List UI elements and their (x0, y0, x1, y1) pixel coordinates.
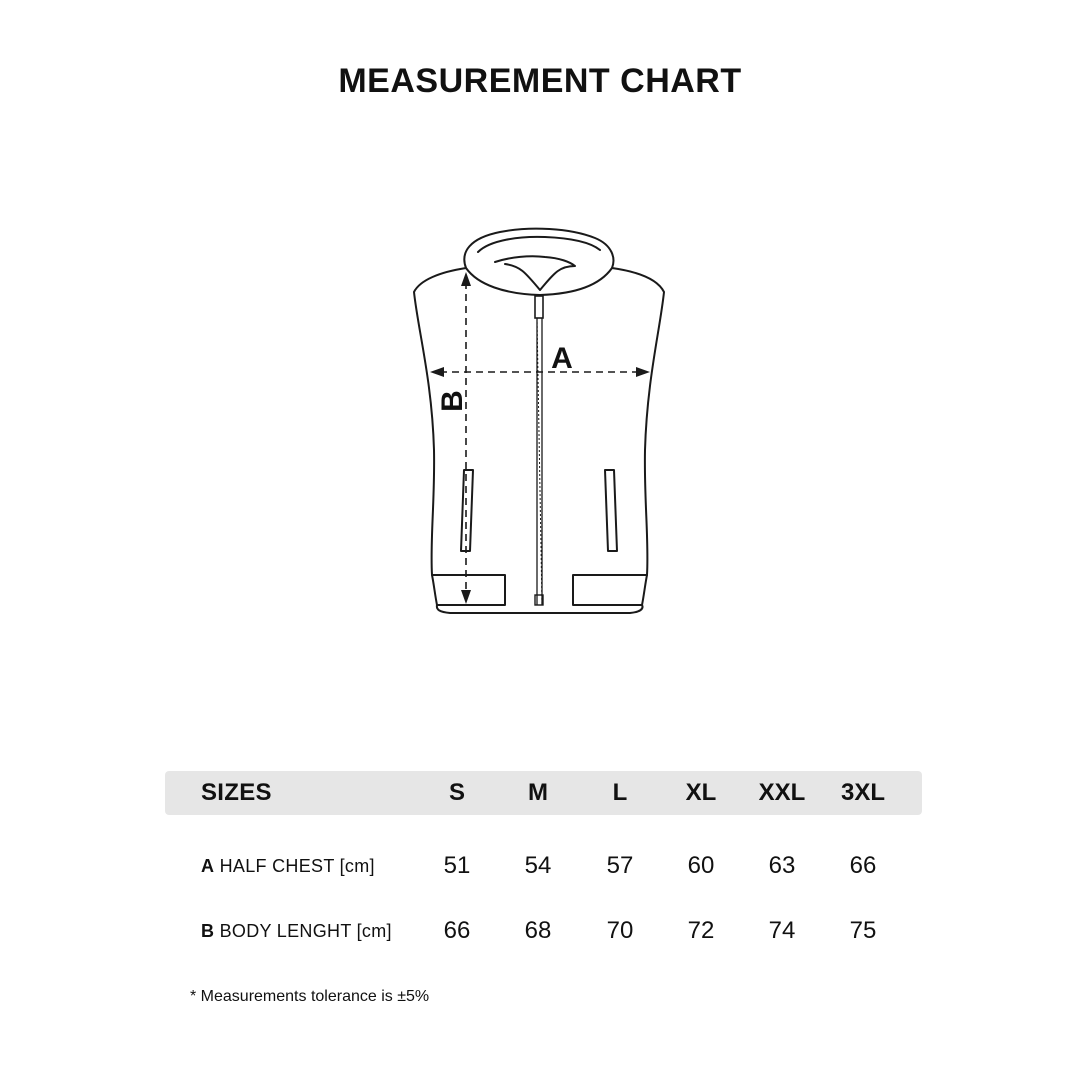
size-header: XXL (758, 779, 806, 806)
size-header: 3XL (840, 779, 885, 806)
pocket-right (605, 470, 617, 551)
hood-inner-rim (478, 237, 600, 252)
vest-illustration (400, 220, 680, 630)
sizes-header-label: SIZES (201, 779, 272, 806)
pocket-left (461, 470, 473, 551)
table-cell: 57 (606, 852, 634, 879)
size-table (165, 771, 922, 953)
table-cell: 75 (849, 917, 877, 944)
measure-b-label: B (436, 390, 469, 412)
measure-a-label: A (551, 342, 573, 375)
table-cell: 60 (687, 852, 715, 879)
row-label (201, 844, 375, 888)
table-cell: 74 (768, 917, 796, 944)
table-cell: 63 (768, 852, 796, 879)
row-key: A (201, 856, 215, 876)
size-header: S (448, 779, 465, 806)
measure-a-line (430, 367, 650, 377)
table-row (165, 844, 922, 888)
hood-opening (495, 256, 575, 290)
vest-body-outline (414, 268, 664, 613)
row-label-text: HALF CHEST [cm] (219, 856, 375, 876)
table-cell: 70 (606, 917, 634, 944)
table-cell: 54 (524, 852, 552, 879)
table-header-row (165, 771, 922, 815)
page-title: MEASUREMENT CHART (338, 62, 742, 100)
measure-b-line (461, 272, 471, 604)
hood-outline (464, 229, 613, 295)
zipper-pull (535, 296, 543, 318)
size-header: XL (685, 779, 717, 806)
zipper (535, 296, 543, 605)
row-label (201, 909, 392, 953)
table-cell: 66 (849, 852, 877, 879)
row-label-text: BODY LENGHT [cm] (219, 921, 392, 941)
hooded-vest-icon (400, 220, 680, 630)
size-header: M (528, 779, 548, 806)
table-cell: 72 (687, 917, 715, 944)
size-header: L (612, 779, 628, 806)
tolerance-note: * Measurements tolerance is ±5% (190, 988, 430, 1005)
table-cell: 51 (443, 852, 471, 879)
row-key: B (201, 921, 215, 941)
table-row (165, 909, 922, 953)
table-cell: 66 (443, 917, 471, 944)
table-cell: 68 (524, 917, 552, 944)
